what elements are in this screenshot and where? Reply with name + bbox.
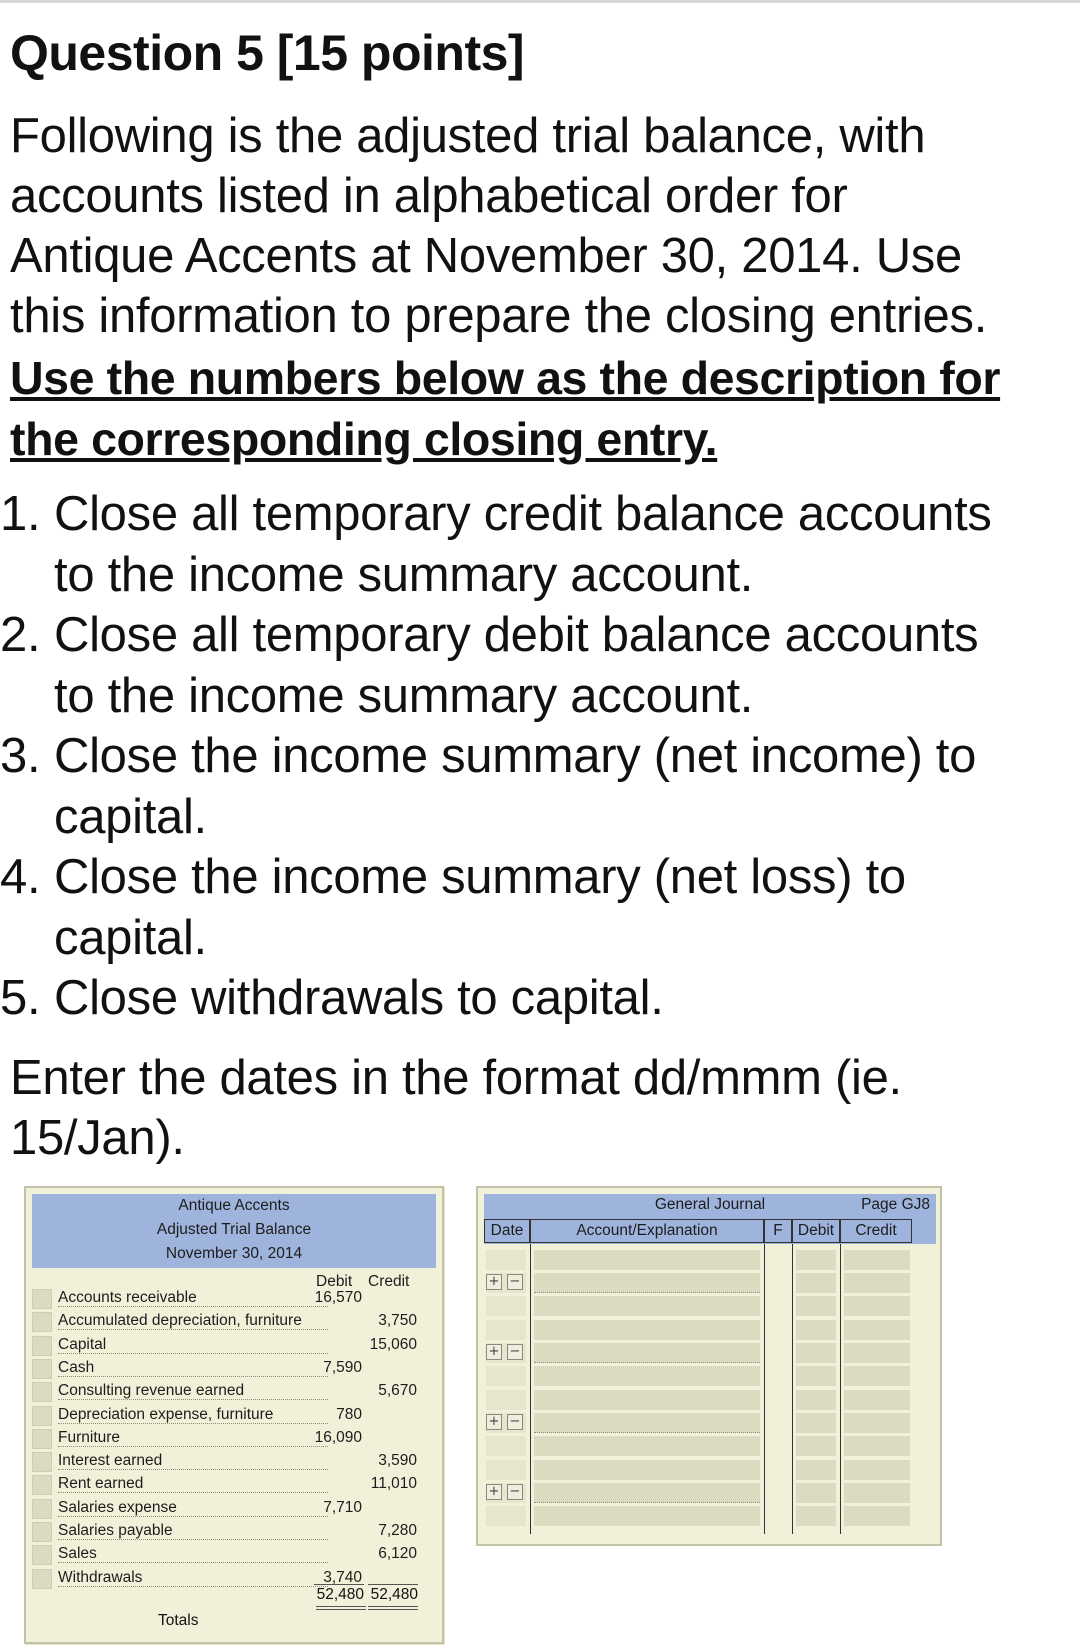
row-selector[interactable] [32,1569,52,1589]
row-selector[interactable] [32,1452,52,1472]
leader-dots [58,1516,328,1517]
debit-total-rule [316,1606,366,1610]
account-name: Salaries expense [58,1498,177,1516]
journal-title: General Journal [654,1196,766,1213]
date-input[interactable] [486,1296,526,1316]
step-text [54,726,1080,847]
debit-input[interactable] [796,1436,836,1456]
leader-dots [58,1446,328,1447]
total-debit: 52,480 [314,1584,364,1604]
trial-balance-row [30,1311,440,1333]
step-line: Close the income summary (net loss) to [54,850,906,904]
trial-balance-row [30,1405,440,1427]
credit-amount: 15,060 [369,1335,417,1353]
step-number: 5. [0,971,41,1025]
step-line: capital. [54,789,207,844]
step-line: Close the income summary (net income) to [54,729,977,783]
account-name: Consulting revenue earned [58,1382,245,1400]
debit-amount: 7,710 [323,1498,362,1516]
account-name: Sales [58,1545,97,1563]
debit-column-header: Debit [316,1273,353,1290]
column-divider [764,1244,765,1534]
debit-input[interactable] [796,1296,836,1316]
date-note-line: 15/Jan). [10,1111,185,1165]
row-selector[interactable] [32,1545,52,1565]
credit-input[interactable] [844,1390,910,1410]
account-input[interactable] [534,1390,760,1410]
step-item [0,968,1080,1029]
leader-dots [58,1353,328,1354]
credit-input[interactable] [844,1343,910,1363]
account-name: Salaries payable [58,1522,173,1539]
credit-column-header: Credit [368,1273,410,1290]
row-selector[interactable] [32,1406,52,1426]
row-selector[interactable] [32,1522,52,1542]
debit-input[interactable] [796,1250,836,1270]
trial-balance-panel [24,1186,444,1644]
add-row-icon[interactable]: + [486,1484,502,1500]
remove-row-icon[interactable]: − [507,1274,523,1290]
account-name: Furniture [58,1428,121,1446]
debit-input[interactable] [796,1483,836,1503]
account-name: Accounts receivable [58,1289,197,1306]
trial-balance-header [32,1194,436,1268]
debit-amount: 3,740 [323,1568,362,1586]
debit-amount: 16,570 [314,1289,362,1306]
account-input[interactable] [534,1413,760,1433]
account-input[interactable] [534,1460,760,1480]
trial-balance-row [30,1544,440,1566]
account-name: Accumulated depreciation, furniture [58,1312,302,1330]
leader-dots [58,1492,328,1493]
intro-line: accounts listed in alphabetical order for [10,169,848,223]
date-input[interactable] [486,1320,526,1340]
account-input[interactable] [534,1320,760,1340]
add-row-icon[interactable]: + [486,1414,502,1430]
account-input[interactable] [534,1436,760,1456]
f-column-header: F [764,1219,792,1243]
trial-balance-row [30,1358,440,1380]
column-divider [792,1244,793,1534]
instruction-paragraph [10,348,1080,470]
column-divider [530,1244,531,1534]
credit-input[interactable] [844,1273,910,1293]
step-text [54,968,1080,1029]
credit-input[interactable] [844,1436,910,1456]
leader-dots [58,1562,328,1563]
debit-amount: 780 [336,1405,362,1423]
step-number: 1. [0,487,41,541]
account-name: Rent earned [58,1475,144,1493]
date-input[interactable] [486,1436,526,1456]
row-selector[interactable] [32,1336,52,1356]
leader-dots [58,1399,328,1400]
date-input[interactable] [486,1460,526,1480]
trial-balance-row [30,1474,440,1496]
row-selector[interactable] [32,1475,52,1495]
credit-input[interactable] [844,1320,910,1340]
journal-page-number: Page GJ8 [861,1196,930,1213]
column-divider [840,1244,841,1534]
date-note-line: Enter the dates in the format dd/mmm (ie. [10,1051,902,1105]
debit-input[interactable] [796,1273,836,1293]
date-input[interactable] [486,1366,526,1386]
account-name: Capital [58,1335,107,1353]
step-item [0,484,1080,605]
account-input[interactable] [534,1250,760,1270]
step-text [54,847,1080,968]
closing-steps-list [0,484,1080,1029]
account-input[interactable] [534,1296,760,1316]
step-line: capital. [54,910,207,965]
credit-amount: 3,750 [378,1312,417,1330]
trial-balance-row [30,1288,440,1310]
debit-input[interactable] [796,1343,836,1363]
account-name: Interest earned [58,1452,163,1470]
account-name: Withdrawals [58,1568,143,1586]
row-selector[interactable] [32,1499,52,1519]
trial-balance-row [30,1521,440,1543]
debit-amount: 7,590 [323,1358,362,1376]
step-item [0,726,1080,847]
intro-paragraph [10,106,1080,346]
intro-line: Following is the adjusted trial balance, with [10,109,926,163]
company-name: Antique Accents [178,1197,290,1214]
leader-dots [58,1306,328,1307]
instruction-line: the corresponding closing entry. [10,413,718,465]
step-text [54,484,1080,605]
debit-column-header: Debit [792,1219,840,1243]
date-format-note [10,1048,1080,1168]
row-selector[interactable] [32,1382,52,1402]
step-number: 2. [0,608,41,662]
credit-amount: 3,590 [378,1452,417,1470]
account-input[interactable] [534,1273,760,1293]
total-credit: 52,480 [368,1584,418,1604]
trial-balance-row [30,1428,440,1450]
account-input[interactable] [534,1343,760,1363]
step-line: to the income summary account. [54,547,754,602]
instruction-line: Use the numbers below as the description for [10,352,1001,404]
credit-input[interactable] [844,1413,910,1433]
add-row-icon[interactable]: + [486,1274,502,1290]
date-input[interactable] [486,1506,526,1526]
trial-balance-title: Adjusted Trial Balance [156,1221,312,1238]
step-line: Close all temporary debit balance accounts [54,608,979,662]
leader-dots [58,1539,328,1540]
leader-dots [58,1586,328,1587]
account-column-header: Account/Explanation [530,1219,764,1243]
row-selector[interactable] [32,1359,52,1379]
step-line: Close withdrawals to capital. [54,971,664,1025]
debit-amount: 16,090 [314,1428,362,1446]
question-title: Question 5 [15 points] [10,25,525,81]
credit-input[interactable] [844,1483,910,1503]
step-line: Close all temporary credit balance accounts [54,487,992,541]
trial-balance-row [30,1381,440,1403]
step-item [0,605,1080,726]
account-name: Cash [58,1358,95,1376]
row-selector[interactable] [32,1312,52,1332]
debit-input[interactable] [796,1506,836,1526]
trial-balance-date: November 30, 2014 [165,1245,303,1262]
account-input[interactable] [534,1506,760,1526]
credit-column-header: Credit [840,1219,912,1243]
step-number: 4. [0,850,41,904]
step-text [54,605,1080,726]
step-number: 3. [0,729,41,783]
debit-input[interactable] [796,1413,836,1433]
account-input[interactable] [534,1483,760,1503]
date-input[interactable] [486,1250,526,1270]
credit-total-rule [368,1606,418,1610]
add-row-icon[interactable]: + [486,1344,502,1360]
totals-label: Totals [158,1612,199,1629]
remove-row-icon[interactable]: − [507,1484,523,1500]
top-divider [0,0,1080,3]
leader-dots [58,1469,328,1470]
debit-input[interactable] [796,1320,836,1340]
credit-input[interactable] [844,1460,910,1480]
step-line: to the income summary account. [54,668,754,723]
debit-input[interactable] [796,1366,836,1386]
remove-row-icon[interactable]: − [507,1414,523,1430]
credit-amount: 6,120 [378,1545,417,1563]
credit-input[interactable] [844,1296,910,1316]
trial-balance-row [30,1335,440,1357]
trial-balance-row [30,1451,440,1473]
intro-line: this information to prepare the closing entries. [10,289,988,343]
intro-line: Antique Accents at November 30, 2014. Use [10,229,962,283]
leader-dots [58,1423,328,1424]
credit-amount: 7,280 [378,1522,417,1539]
row-selector[interactable] [32,1429,52,1449]
debit-input[interactable] [796,1460,836,1480]
credit-input[interactable] [844,1250,910,1270]
account-input[interactable] [534,1366,760,1386]
date-input[interactable] [486,1390,526,1410]
leader-dots [58,1376,328,1377]
credit-amount: 11,010 [370,1475,417,1493]
debit-input[interactable] [796,1390,836,1410]
trial-balance-row [30,1498,440,1520]
credit-amount: 5,670 [378,1382,417,1400]
credit-input[interactable] [844,1506,910,1526]
remove-row-icon[interactable]: − [507,1344,523,1360]
general-journal-panel [476,1186,942,1546]
step-item [0,847,1080,968]
credit-input[interactable] [844,1366,910,1386]
date-column-header: Date [484,1219,530,1243]
account-name: Depreciation expense, furniture [58,1405,274,1423]
leader-dots [58,1329,328,1330]
row-selector[interactable] [32,1289,52,1309]
